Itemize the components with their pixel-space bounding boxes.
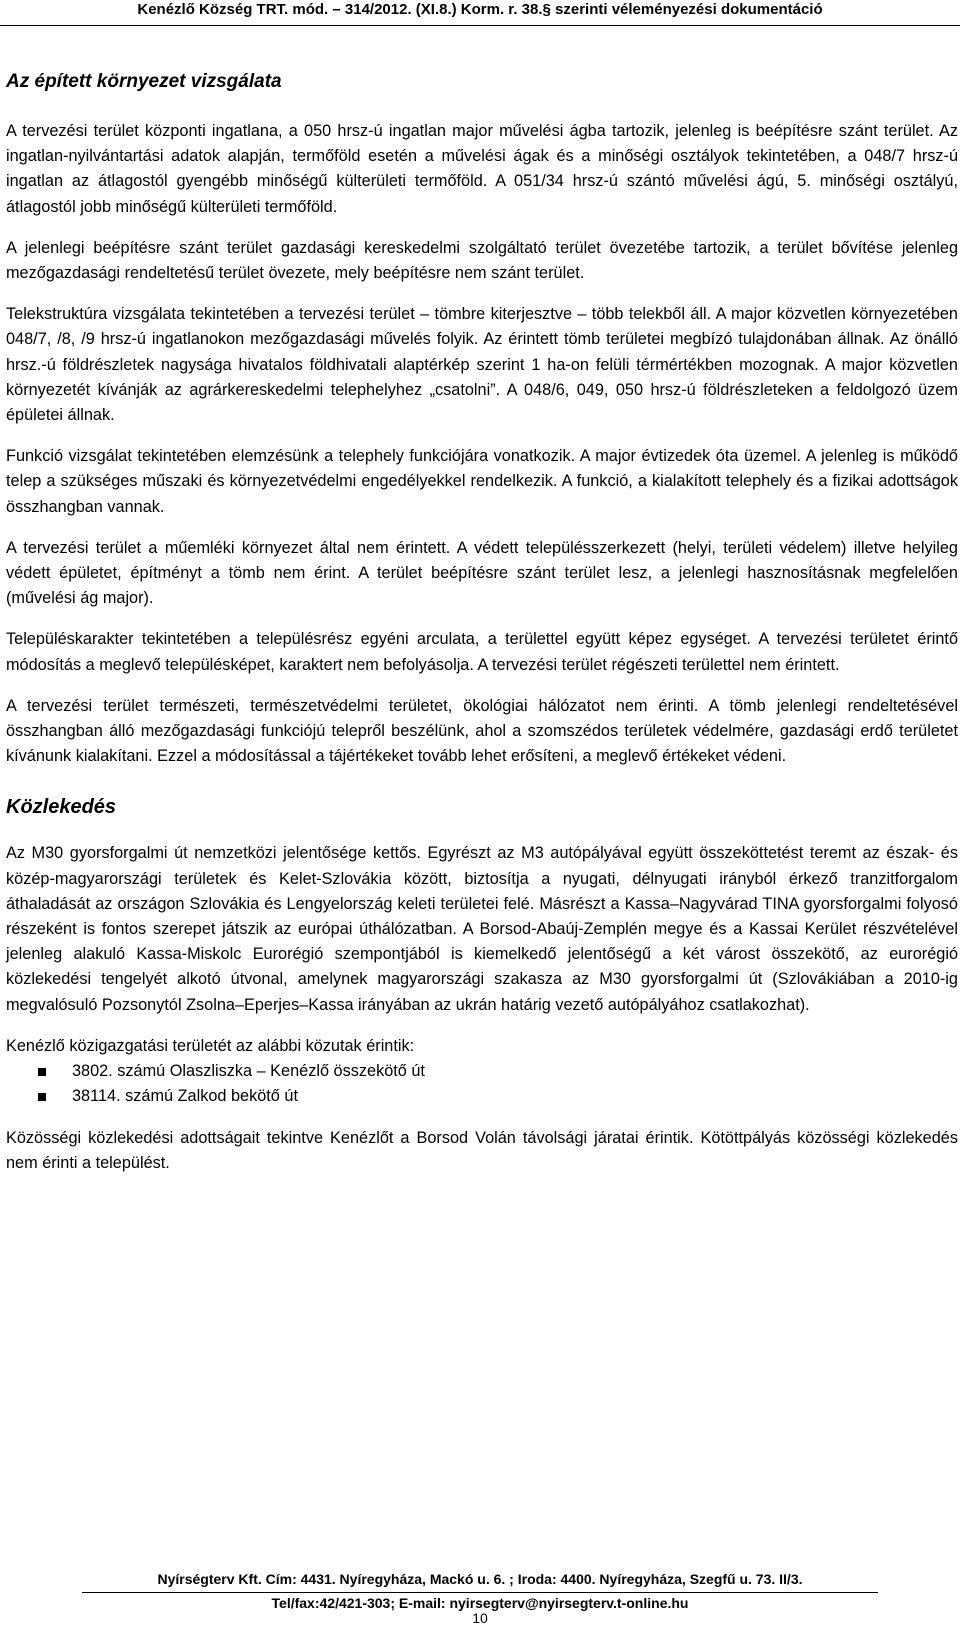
document-header [0,0,960,26]
paragraph: A jelenlegi beépítésre szánt terület gazdasági kereskedelmi szolgáltató terület övezetébe tartozik, a terület bővítése jelenleg mezőgazdasági rendeltetésű terület övezete, mely beépítésre nem szánt terület. [6,238,958,283]
paragraph: Funkció vizsgálat tekintetében elemzésünk a telephely funkciójára vonatkozik. A major évtizedek óta üzemel. A jelenleg is működő telep a szükséges műszaki és környezetvédelmi engedélyekkel rendelkezik. A funkció, a kialakított telephely és a fizikai adottságok összhangban vannak. [6,447,958,516]
footer-divider [82,1592,878,1593]
paragraph: Telekstruktúra vizsgálata tekintetében a tervezési terület – tömbre kiterjesztve – több telekből áll. A major közvetlen környezetében 048/7, /8, /9 hrsz-ú ingatlanokon mezőgazdasági művelés folyik. Az érintett tömb területei megbízó tulajdonában állnak. Az önálló hrsz.-ú földrészletek nagysága hivatalos földhivatali alaptérkép szerint 1 ha-on felüli térmértékben mozognak. A major közvetlen környezetét kívánják az agrárkereskedelmi telephelyhez „csatolni”. A 048/6, 049, 050 hrsz-ú földrészleteken a feldolgozó üzem épületei állnak. [6,305,958,425]
paragraph: A tervezési terület természeti, természetvédelmi területet, ökológiai hálózatot nem érinti. A tömb jelenlegi rendeltetésével összhangban álló mezőgazdasági funkciójú telepről beszélünk, ahol a szomszédos területek védelmére, gazdasági erdő területet kívánunk kialakítani. Ezzel a módosítással a tájértékeket tovább lehet erősíteni, a meglevő értékeket védeni. [6,696,958,766]
page-content [6,70,958,1176]
square-bullet-icon [38,1093,46,1101]
roads-list [6,1059,958,1109]
roads-intro: Kenézlő közigazgatási területét az alábbi közutak érintik: [6,1036,415,1055]
section-title-transport: Közlekedés [6,796,117,819]
paragraph: Településkarakter tekintetében a településrész egyéni arculata, a területtel együtt képez egységet. A tervezési területet érintő módosítás a meglevő településképet, karaktert nem befolyásolja. A tervezési terület régészeti területtel nem érintett. [6,630,958,674]
list-item: 3802. számú Olaszliszka – Kenézlő összekötő út [6,1059,958,1084]
paragraph: A tervezési terület a műemléki környezet által nem érintett. A védett településszerkezett (helyi, területi védelem) illetve helyileg védett épületet, építményt a tömb nem érint. A terület beépítésre szánt terület lesz, a jelenlegi hasznosításnak megfelelően (művelési ág major). [6,538,958,608]
paragraph: A tervezési terület központi ingatlana, a 050 hrsz-ú ingatlan major művelési ágba tartozik, jelenleg is beépítésre szánt terület. Az ingatlan-nyilvántartási adatok alapján, termőföld esetén a művelési ágak és a minőségi osztályok tekintetében, a 048/7 hrsz-ú ingatlan az átlagostól gyengébb minőségű külterületi termőföld. A 051/34 hrsz-ú szántó művelési ágú, 5. minőségi osztályú, átlagostól jobb minőségű külterületi termőföld. [6,122,958,216]
paragraph: Az M30 gyorsforgalmi út nemzetközi jelentősége kettős. Egyrészt az M3 autópályával együtt összeköttetést teremt az észak- és közép-magyarországi területek és Kelet-Szlovákia között, biztosítja a nyugati, délnyugati irányból érkező tranzitforgalom áthaladását az országon Szlovákia és Lengyelország keleti területei felé. Másrészt a Kassa–Nagyvárad TINA gyorsforgalmi folyosó részeként is fontos szerepet játszik az európai úthálózatban. A Borsod-Abaúj-Zemplén megye és a Kassai Kerület részvételével jelenleg alakuló Kassa-Miskolc Eurorégió szempontjából is kiemelkedő jelentőségű a két várost összekötő, az eurorégió közlekedési tengelyét alkotó útvonal, amelynek magyarországi szakasza az M30 gyorsforgalmi út (Szlovákiában a 2010-ig megvalósuló Pozsonytól Zsolna–Eperjes–Kassa irányában az ukrán határig vezető autópályához csatlakozhat). [6,844,958,1014]
section-title-built-environment: Az épített környezet vizsgálata [6,71,282,92]
footer-contact: Tel/fax:42/421-303; E-mail: nyirsegterv@nyirsegterv.t-online.hu [271,1595,689,1611]
square-bullet-icon [38,1068,46,1076]
header-text: Kenézlő Község TRT. mód. – 314/2012. (XI.8.) Korm. r. 38.§ szerinti véleményezési dokumentáció [137,1,823,18]
footer-address: Nyírségterv Kft. Cím: 4431. Nyíregyháza, Mackó u. 6. ; Iroda: 4400. Nyíregyháza, Szegfű u. 73. II/3. [157,1571,803,1587]
page-number: 10 [472,1610,488,1626]
list-item: 38114. számú Zalkod bekötő út [6,1084,958,1109]
paragraph: Közösségi közlekedési adottságait tekintve Kenézlőt a Borsod Volán távolsági járatai érintik. Kötöttpályás közösségi közlekedés nem érinti a települést. [6,1128,958,1172]
